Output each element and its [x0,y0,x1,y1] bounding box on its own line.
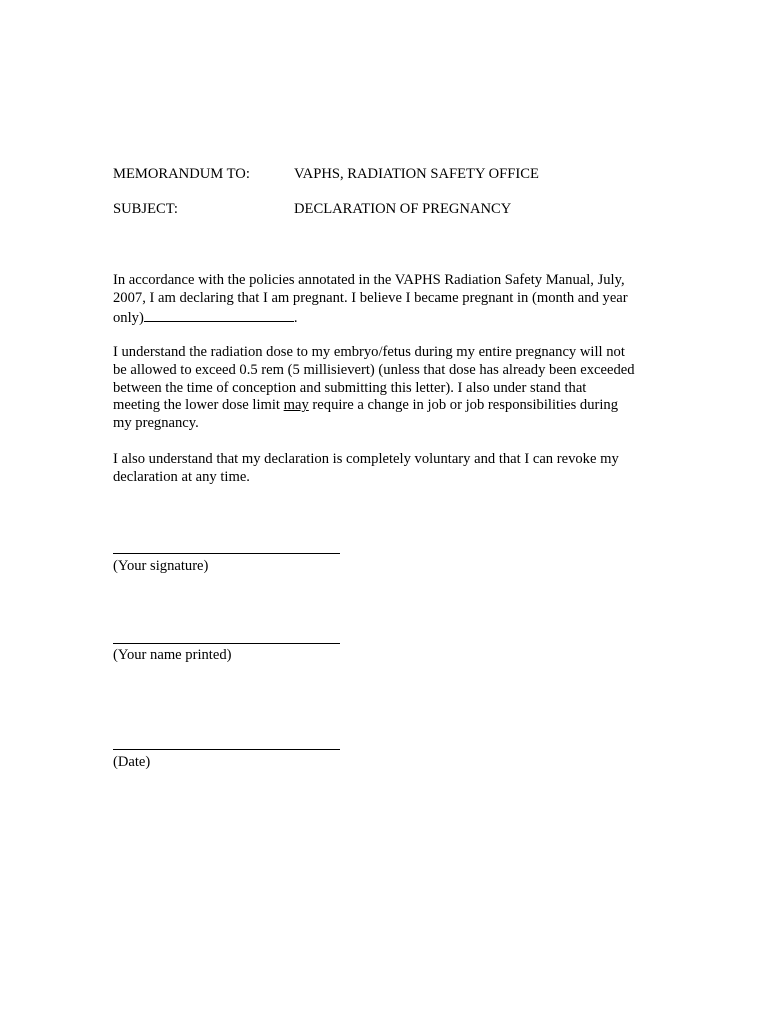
printed-name-line [113,643,340,644]
paragraph-line [113,397,673,415]
memo-to-value: VAPHS, RADIATION SAFETY OFFICE [294,166,539,182]
subject-label: SUBJECT: [113,201,178,217]
paragraph-line [113,308,673,328]
date-caption: (Date) [113,754,151,770]
period: . [293,309,298,326]
text-segment: meeting the lower dose limit [113,397,284,414]
text-segment: require a change in job or job responsibilities during [308,397,619,414]
memo-to-label: MEMORANDUM TO: [113,166,250,182]
month-year-blank [144,308,294,322]
subject-value: DECLARATION OF PREGNANCY [294,201,512,217]
signature-caption: (Your signature) [113,558,209,574]
paragraph-line: In accordance with the policies annotated in the VAPHS Radiation Safety Manual, July, [113,272,625,288]
paragraph-declaration [113,272,673,327]
month-year-label: only) [113,309,144,326]
paragraph-line: I also understand that my declaration is completely voluntary and that I can revoke my [113,451,619,467]
date-line [113,749,340,750]
paragraph-line: 2007, I am declaring that I am pregnant. I believe I became pregnant in (month and year [113,289,628,306]
paragraph-line: be allowed to exceed 0.5 rem (5 millisievert) (unless that dose has already been exceeded [113,361,635,378]
printed-name-caption: (Your name printed) [113,647,232,663]
paragraph-dose-limit [113,344,673,433]
underlined-word: may [283,397,309,414]
paragraph-voluntary [113,451,673,487]
paragraph-line: I understand the radiation dose to my embryo/fetus during my entire pregnancy will not [113,344,625,360]
paragraph-line: declaration at any time. [113,468,250,485]
paragraph-line: my pregnancy. [113,415,199,432]
paragraph-line: between the time of conception and submitting this letter). I also under stand that [113,379,587,396]
signature-line [113,553,340,554]
